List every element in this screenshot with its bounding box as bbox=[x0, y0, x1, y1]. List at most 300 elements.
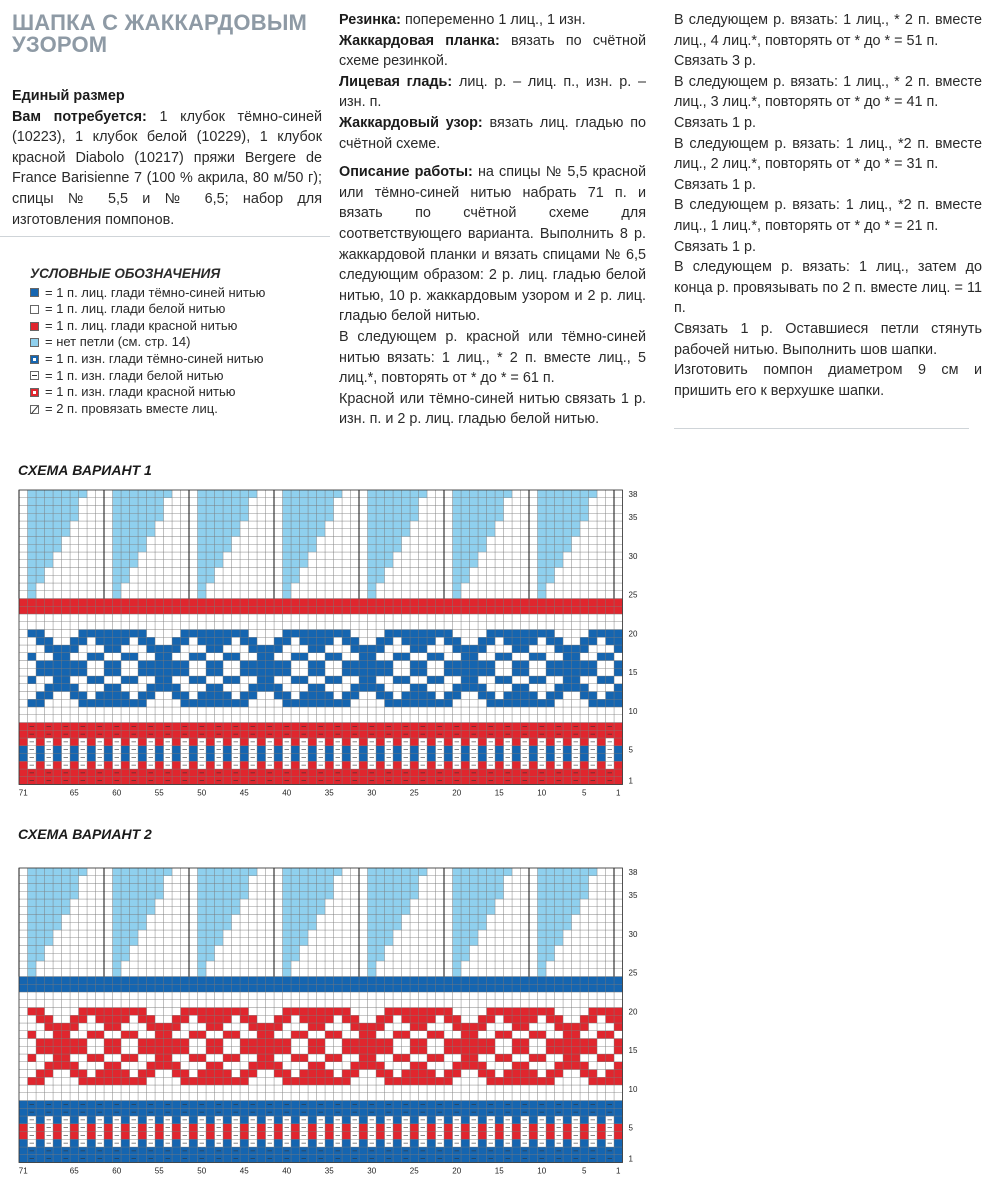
chart-cell bbox=[419, 661, 428, 669]
chart-cell bbox=[529, 676, 538, 684]
chart-cell bbox=[572, 529, 581, 537]
chart-cell bbox=[249, 1054, 258, 1062]
chart-cell bbox=[444, 676, 453, 684]
chart-cell bbox=[28, 676, 37, 684]
chart-cell bbox=[555, 498, 564, 506]
chart-cell bbox=[470, 668, 479, 676]
chart-cell bbox=[164, 992, 173, 1000]
chart-cell bbox=[308, 490, 317, 498]
chart-cell bbox=[453, 1093, 462, 1101]
chart-cell bbox=[555, 684, 564, 692]
stitch-number: 5 bbox=[582, 788, 587, 798]
chart-cell bbox=[325, 513, 334, 521]
chart-cell bbox=[342, 606, 351, 614]
chart-cell bbox=[495, 583, 504, 591]
chart-cell bbox=[589, 977, 598, 985]
chart-cell bbox=[589, 614, 598, 622]
chart-cell bbox=[538, 591, 547, 599]
chart-cell bbox=[470, 1085, 479, 1093]
chart-cell bbox=[121, 1008, 130, 1016]
chart-cell bbox=[606, 599, 615, 607]
chart-cell bbox=[274, 490, 283, 498]
chart-cell bbox=[240, 1093, 249, 1101]
chart-cell bbox=[555, 521, 564, 529]
chart-cell bbox=[597, 506, 606, 514]
chart-cell bbox=[580, 746, 589, 754]
chart-cell bbox=[274, 1124, 283, 1132]
chart-cell bbox=[155, 575, 164, 583]
chart-cell bbox=[393, 777, 402, 785]
chart-cell bbox=[138, 1132, 147, 1140]
chart-cell bbox=[444, 1023, 453, 1031]
chart-cell bbox=[249, 645, 258, 653]
chart-cell bbox=[266, 544, 275, 552]
chart-cell bbox=[478, 777, 487, 785]
chart-cell bbox=[181, 498, 190, 506]
chart-cell bbox=[70, 1039, 79, 1047]
chart-cell bbox=[521, 575, 530, 583]
chart-cell bbox=[62, 568, 71, 576]
chart-cell bbox=[70, 692, 79, 700]
chart-cell bbox=[172, 668, 181, 676]
chart-cell bbox=[300, 568, 309, 576]
chart-cell bbox=[614, 513, 623, 521]
chart-cell bbox=[461, 699, 470, 707]
chart-cell bbox=[342, 645, 351, 653]
chart-cell bbox=[427, 730, 436, 738]
chart-cell bbox=[444, 1116, 453, 1124]
row-number: 25 bbox=[628, 590, 638, 600]
chart-cell bbox=[504, 1077, 513, 1085]
chart-cell bbox=[147, 692, 156, 700]
chart-cell bbox=[325, 490, 334, 498]
chart-cell bbox=[104, 992, 113, 1000]
chart-cell bbox=[529, 1116, 538, 1124]
chart-cell bbox=[325, 552, 334, 560]
chart-cell bbox=[45, 707, 54, 715]
chart-cell bbox=[461, 645, 470, 653]
chart-cell bbox=[444, 653, 453, 661]
chart-cell bbox=[487, 984, 496, 992]
chart-cell bbox=[70, 1008, 79, 1016]
chart-cell bbox=[121, 1000, 130, 1008]
chart-cell bbox=[478, 738, 487, 746]
chart-cell bbox=[121, 1062, 130, 1070]
chart-cell bbox=[368, 1054, 377, 1062]
instruction-paragraph: В следующем р. вязать: 1 лиц., *2 п. вместе лиц., 2 лиц.*, повторять от * до * = 31 п. bbox=[674, 135, 982, 173]
chart-cell bbox=[138, 1108, 147, 1116]
chart-cell bbox=[444, 730, 453, 738]
chart-cell bbox=[291, 1070, 300, 1078]
chart-cell bbox=[342, 560, 351, 568]
chart-cell bbox=[359, 1008, 368, 1016]
chart-cell bbox=[164, 1039, 173, 1047]
chart-cell bbox=[393, 1031, 402, 1039]
chart-cell bbox=[45, 645, 54, 653]
chart-cell bbox=[206, 1062, 215, 1070]
chart-cell bbox=[385, 630, 394, 638]
chart-cell bbox=[172, 1132, 181, 1140]
chart-cell bbox=[546, 630, 555, 638]
chart-cell bbox=[495, 1070, 504, 1078]
chart-cell bbox=[606, 684, 615, 692]
chart-cell bbox=[478, 506, 487, 514]
chart-cell bbox=[257, 1101, 266, 1109]
chart-cell bbox=[521, 684, 530, 692]
description-text: на спицы № 5,5 красной или тёмно-синей нитью набрать 71 п. и вязать по счётной схеме для соответствующего варианта. Выполнить 8 р. жаккардовой планки и вязать спицами № 6,5 следующим образом: 2 р. лиц. гладью белой нитью, 10 р. жаккардовым узором и 2 р. лиц. гладью белой нитью. bbox=[339, 164, 647, 325]
chart-cell bbox=[274, 668, 283, 676]
chart-cell bbox=[529, 692, 538, 700]
chart-cell bbox=[410, 1124, 419, 1132]
chart-cell bbox=[215, 630, 224, 638]
chart-cell bbox=[597, 738, 606, 746]
chart-cell bbox=[53, 599, 62, 607]
chart-cell bbox=[427, 1031, 436, 1039]
chart-cell bbox=[181, 583, 190, 591]
chart-cell bbox=[410, 591, 419, 599]
chart-cell bbox=[45, 661, 54, 669]
chart-cell bbox=[19, 1008, 28, 1016]
chart-cell bbox=[606, 984, 615, 992]
chart-cell bbox=[427, 1054, 436, 1062]
chart-cell bbox=[359, 984, 368, 992]
chart-cell bbox=[410, 606, 419, 614]
chart-cell bbox=[70, 1085, 79, 1093]
chart-cell bbox=[410, 769, 419, 777]
chart-cell bbox=[614, 1085, 623, 1093]
chart-cell bbox=[393, 537, 402, 545]
chart-cell bbox=[555, 622, 564, 630]
chart-cell bbox=[45, 684, 54, 692]
chart-cell bbox=[36, 513, 45, 521]
chart-cell bbox=[104, 738, 113, 746]
chart-cell bbox=[470, 637, 479, 645]
chart-cell bbox=[181, 599, 190, 607]
chart-cell bbox=[70, 1108, 79, 1116]
chart-cell bbox=[402, 707, 411, 715]
chart-cell bbox=[325, 692, 334, 700]
chart-cell bbox=[512, 1147, 521, 1155]
chart-cell bbox=[266, 529, 275, 537]
chart-cell bbox=[359, 1039, 368, 1047]
chart-cell bbox=[334, 645, 343, 653]
chart-cell bbox=[529, 560, 538, 568]
chart-cell bbox=[198, 1031, 207, 1039]
chart-cell bbox=[36, 529, 45, 537]
chart-cell bbox=[70, 723, 79, 731]
chart-cell bbox=[189, 630, 198, 638]
chart-cell bbox=[155, 645, 164, 653]
chart-cell bbox=[36, 723, 45, 731]
chart-cell bbox=[436, 529, 445, 537]
chart-cell bbox=[495, 560, 504, 568]
chart-cell bbox=[215, 599, 224, 607]
chart-cell bbox=[130, 506, 139, 514]
chart-cell bbox=[62, 1008, 71, 1016]
chart-cell bbox=[215, 1000, 224, 1008]
chart-cell bbox=[495, 1108, 504, 1116]
chart-cell bbox=[223, 1008, 232, 1016]
chart-cell bbox=[606, 676, 615, 684]
chart-cell bbox=[113, 568, 122, 576]
chart-cell bbox=[529, 1108, 538, 1116]
chart-cell bbox=[266, 575, 275, 583]
chart-cell bbox=[334, 661, 343, 669]
chart-cell bbox=[470, 645, 479, 653]
chart-cell bbox=[580, 583, 589, 591]
chart-cell bbox=[283, 692, 292, 700]
chart-cell bbox=[325, 568, 334, 576]
chart-cell bbox=[512, 777, 521, 785]
chart-cell bbox=[28, 622, 37, 630]
chart-cell bbox=[444, 583, 453, 591]
chart-cell bbox=[461, 676, 470, 684]
chart-cell bbox=[589, 490, 598, 498]
chart-cell bbox=[62, 529, 71, 537]
chart-cell bbox=[19, 1116, 28, 1124]
chart-cell bbox=[376, 544, 385, 552]
chart-cell bbox=[546, 707, 555, 715]
chart-cell bbox=[189, 1023, 198, 1031]
chart-cell bbox=[580, 715, 589, 723]
chart-cell bbox=[436, 537, 445, 545]
chart-cell bbox=[410, 490, 419, 498]
chart-cell bbox=[70, 754, 79, 762]
chart-cell bbox=[436, 1031, 445, 1039]
chart-cell bbox=[240, 537, 249, 545]
chart-cell bbox=[223, 1077, 232, 1085]
chart-cell bbox=[351, 653, 360, 661]
chart-cell bbox=[453, 715, 462, 723]
chart-cell bbox=[317, 1023, 326, 1031]
chart-cell bbox=[334, 599, 343, 607]
chart-cell bbox=[334, 583, 343, 591]
chart-cell bbox=[274, 692, 283, 700]
chart-cell bbox=[164, 498, 173, 506]
chart-cell bbox=[274, 684, 283, 692]
chart-cell bbox=[266, 506, 275, 514]
chart-cell bbox=[223, 490, 232, 498]
chart-cell bbox=[147, 606, 156, 614]
chart-cell bbox=[164, 599, 173, 607]
chart-cell bbox=[257, 614, 266, 622]
chart-cell bbox=[572, 684, 581, 692]
chart-cell bbox=[121, 699, 130, 707]
chart-cell bbox=[538, 661, 547, 669]
chart-cell bbox=[342, 738, 351, 746]
chart-cell bbox=[393, 661, 402, 669]
chart-cell bbox=[53, 984, 62, 992]
chart-cell bbox=[342, 1070, 351, 1078]
chart-cell bbox=[138, 769, 147, 777]
chart-cell bbox=[181, 676, 190, 684]
chart-cell bbox=[300, 1000, 309, 1008]
chart-cell bbox=[291, 498, 300, 506]
chart-cell bbox=[215, 984, 224, 992]
chart-cell bbox=[53, 1077, 62, 1085]
chart-cell bbox=[351, 529, 360, 537]
chart-cell bbox=[53, 1132, 62, 1140]
chart-cell bbox=[504, 676, 513, 684]
chart-cell bbox=[79, 1015, 88, 1023]
chart-cell bbox=[529, 661, 538, 669]
chart-cell bbox=[87, 715, 96, 723]
chart-cell bbox=[538, 653, 547, 661]
chart-cell bbox=[104, 984, 113, 992]
chart-cell bbox=[597, 1023, 606, 1031]
chart-cell bbox=[589, 715, 598, 723]
chart-cell bbox=[189, 537, 198, 545]
chart-cell bbox=[495, 591, 504, 599]
chart-cell bbox=[436, 1008, 445, 1016]
chart-cell bbox=[512, 622, 521, 630]
chart-cell bbox=[512, 1039, 521, 1047]
chart-cell bbox=[215, 606, 224, 614]
chart-cell bbox=[274, 1008, 283, 1016]
chart-cell bbox=[53, 761, 62, 769]
chart-cell bbox=[572, 637, 581, 645]
chart-cell bbox=[317, 992, 326, 1000]
chart-cell bbox=[198, 513, 207, 521]
chart-cell bbox=[359, 668, 368, 676]
chart-cell bbox=[300, 637, 309, 645]
chart-cell bbox=[342, 715, 351, 723]
chart-cell bbox=[529, 537, 538, 545]
chart-cell bbox=[45, 715, 54, 723]
chart-cell bbox=[555, 977, 564, 985]
chart-cell bbox=[546, 699, 555, 707]
chart-cell bbox=[317, 614, 326, 622]
chart-cell bbox=[478, 769, 487, 777]
chart-cell bbox=[96, 1054, 105, 1062]
chart-cell bbox=[283, 992, 292, 1000]
chart-cell bbox=[274, 1085, 283, 1093]
chart-cell bbox=[495, 544, 504, 552]
chart-cell bbox=[444, 1015, 453, 1023]
chart-cell bbox=[368, 707, 377, 715]
chart-cell bbox=[240, 606, 249, 614]
chart-cell bbox=[291, 614, 300, 622]
chart-cell bbox=[172, 746, 181, 754]
chart-cell bbox=[342, 699, 351, 707]
chart-cell bbox=[36, 984, 45, 992]
chart-cell bbox=[223, 1046, 232, 1054]
chart-cell bbox=[393, 1108, 402, 1116]
chart-cell bbox=[189, 699, 198, 707]
chart-cell bbox=[53, 653, 62, 661]
chart-cell bbox=[53, 583, 62, 591]
chart-cell bbox=[130, 661, 139, 669]
chart-cell bbox=[147, 707, 156, 715]
chart-cell bbox=[478, 661, 487, 669]
chart-cell bbox=[385, 568, 394, 576]
chart-cell bbox=[70, 761, 79, 769]
chart-cell bbox=[215, 645, 224, 653]
chart-cell bbox=[436, 614, 445, 622]
chart-cell bbox=[470, 676, 479, 684]
chart-cell bbox=[504, 490, 513, 498]
chart-cell bbox=[555, 715, 564, 723]
chart-cell bbox=[393, 1054, 402, 1062]
chart-cell bbox=[283, 591, 292, 599]
chart-cell bbox=[53, 1031, 62, 1039]
chart-cell bbox=[232, 498, 241, 506]
chart-cell bbox=[444, 1108, 453, 1116]
legend-swatch bbox=[30, 305, 39, 314]
chart-cell bbox=[419, 637, 428, 645]
chart-cell bbox=[232, 529, 241, 537]
chart-cell bbox=[240, 992, 249, 1000]
chart-cell bbox=[87, 1077, 96, 1085]
chart-cell bbox=[436, 699, 445, 707]
chart-cell bbox=[512, 707, 521, 715]
chart-cell bbox=[427, 984, 436, 992]
chart-cell bbox=[79, 1000, 88, 1008]
chart-cell bbox=[376, 984, 385, 992]
chart-cell bbox=[342, 614, 351, 622]
chart-cell bbox=[87, 606, 96, 614]
chart-cell bbox=[308, 1054, 317, 1062]
chart-cell bbox=[198, 1046, 207, 1054]
chart-cell bbox=[249, 560, 258, 568]
chart-cell bbox=[147, 1015, 156, 1023]
chart-cell bbox=[189, 1101, 198, 1109]
chart-cell bbox=[402, 583, 411, 591]
chart-cell bbox=[487, 583, 496, 591]
chart-cell bbox=[79, 668, 88, 676]
chart-cell bbox=[563, 769, 572, 777]
chart-cell bbox=[376, 1070, 385, 1078]
chart-cell bbox=[283, 521, 292, 529]
rib-label: Резинка: bbox=[339, 12, 401, 28]
chart-cell bbox=[453, 1023, 462, 1031]
chart-cell bbox=[317, 537, 326, 545]
chart-cell bbox=[368, 984, 377, 992]
chart-cell bbox=[172, 1031, 181, 1039]
chart-cell bbox=[351, 1085, 360, 1093]
chart-cell bbox=[580, 521, 589, 529]
chart-cell bbox=[70, 498, 79, 506]
chart-cell bbox=[300, 707, 309, 715]
chart-cell bbox=[546, 723, 555, 731]
chart-cell bbox=[538, 645, 547, 653]
chart-cell bbox=[62, 1093, 71, 1101]
chart-cell bbox=[206, 537, 215, 545]
chart-cell bbox=[580, 606, 589, 614]
chart-cell bbox=[181, 645, 190, 653]
chart-cell bbox=[155, 1124, 164, 1132]
chart-cell bbox=[368, 599, 377, 607]
chart-cell bbox=[53, 575, 62, 583]
chart-cell bbox=[606, 521, 615, 529]
chart-cell bbox=[104, 769, 113, 777]
chart-cell bbox=[138, 575, 147, 583]
chart-cell bbox=[359, 622, 368, 630]
chart-cell bbox=[291, 606, 300, 614]
chart-cell bbox=[376, 1054, 385, 1062]
chart-cell bbox=[147, 1077, 156, 1085]
chart-cell bbox=[402, 490, 411, 498]
chart-cell bbox=[393, 754, 402, 762]
chart-cell bbox=[257, 1116, 266, 1124]
chart-cell bbox=[28, 506, 37, 514]
chart-cell bbox=[130, 568, 139, 576]
chart-cell bbox=[546, 769, 555, 777]
chart-cell bbox=[495, 1023, 504, 1031]
chart-cell bbox=[240, 1132, 249, 1140]
chart-cell bbox=[606, 1008, 615, 1016]
chart-cell bbox=[529, 668, 538, 676]
